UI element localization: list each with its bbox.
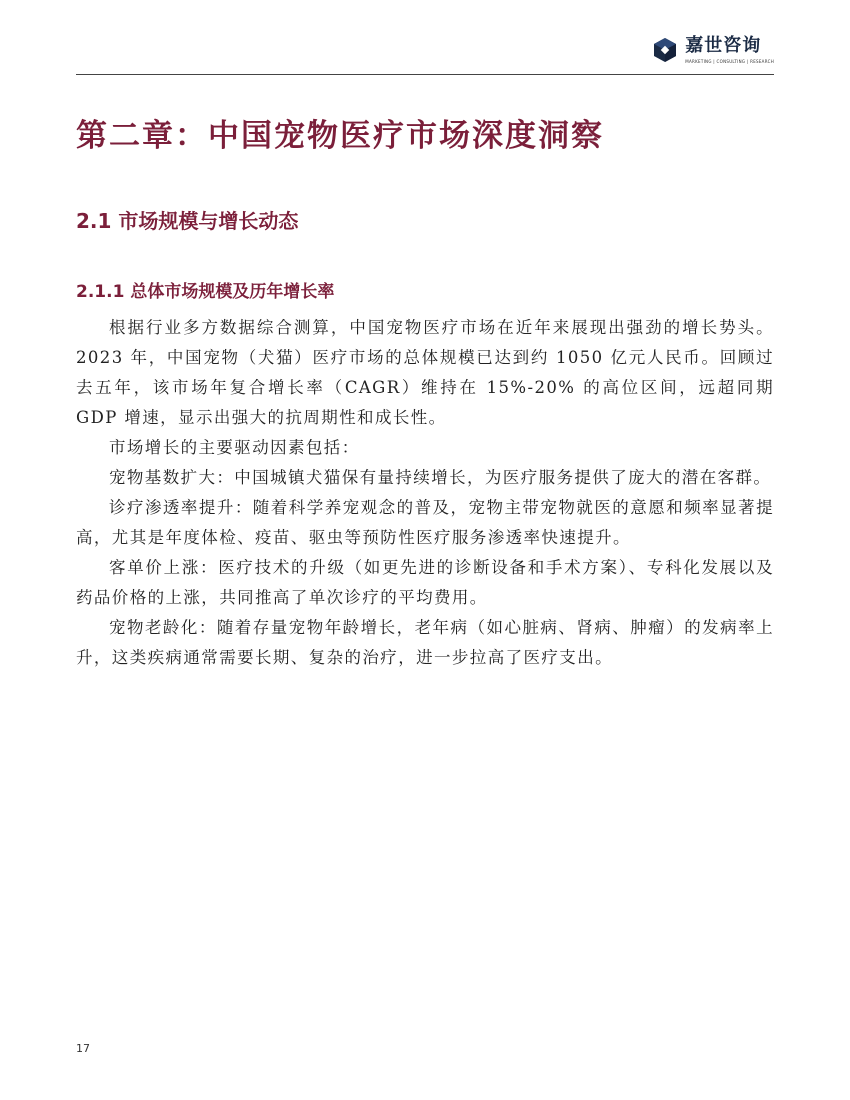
page-header xyxy=(76,30,774,75)
section-title: 2.1 市场规模与增长动态 xyxy=(76,209,299,233)
paragraph-pet-base: 宠物基数扩大：中国城镇犬猫保有量持续增长，为医疗服务提供了庞大的潜在客群。 xyxy=(109,468,772,487)
cube-logo-icon xyxy=(651,36,679,64)
paragraph-aging: 宠物老龄化：随着存量宠物年龄增长，老年病（如心脏病、肾病、肿瘤）的发病率上升，这类疾病通常需要长期、复杂的治疗，进一步拉高了医疗支出。 xyxy=(76,618,774,667)
logo-tagline: MARKETING | CONSULTING | RESEARCH xyxy=(685,59,774,64)
paragraph-drivers-intro: 市场增长的主要驱动因素包括： xyxy=(109,438,360,457)
paragraph-market-size: 根据行业多方数据综合测算，中国宠物医疗市场在近年来展现出强劲的增长势头。2023 年，中国宠物（犬猫）医疗市场的总体规模已达到约 1050 亿元人民币。回顾过去五年，该市场年复合增长率（CAGR）维持在 15%-20% 的高位区间，远超同期 GDP 增速，显示出强大的抗周期性和成长性。 xyxy=(76,318,774,427)
subsection-title: 2.1.1 总体市场规模及历年增长率 xyxy=(76,282,335,302)
chapter-title: 第二章：中国宠物医疗市场深度洞察 xyxy=(76,118,604,154)
logo-name: 嘉世咨询 xyxy=(685,35,762,56)
body-text xyxy=(76,313,774,673)
paragraph-penetration: 诊疗渗透率提升：随着科学养宠观念的普及，宠物主带宠物就医的意愿和频率显著提高，尤其是年度体检、疫苗、驱虫等预防性医疗服务渗透率快速提升。 xyxy=(76,498,774,547)
company-logo xyxy=(651,36,774,70)
page-number: 17 xyxy=(76,1042,90,1055)
paragraph-price: 客单价上涨：医疗技术的升级（如更先进的诊断设备和手术方案）、专科化发展以及药品价格的上涨，共同推高了单次诊疗的平均费用。 xyxy=(76,558,774,607)
